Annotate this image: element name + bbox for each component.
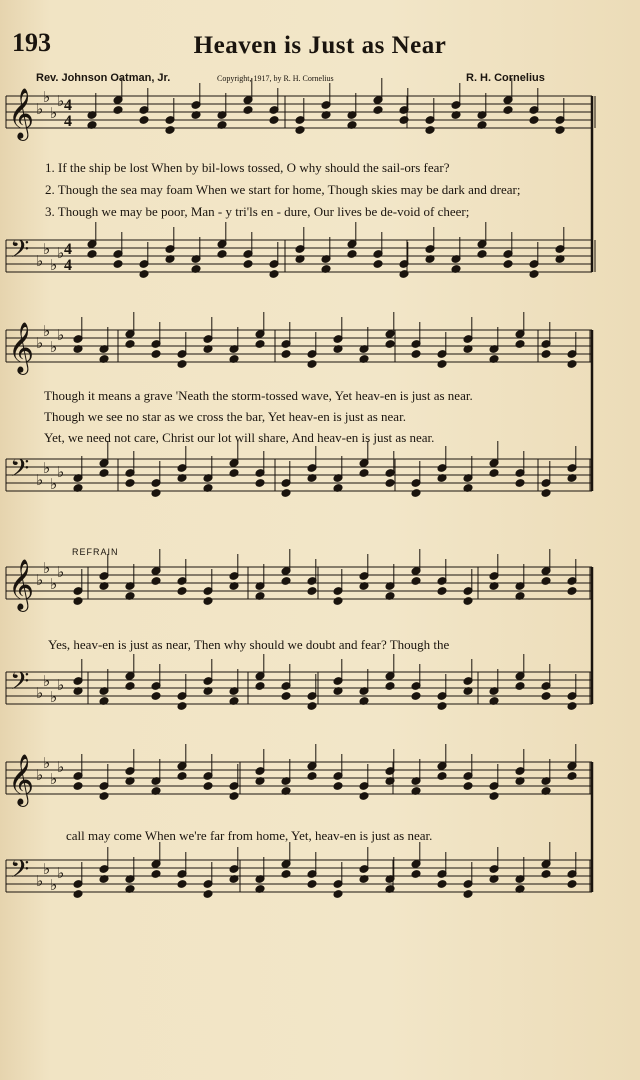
bass-clef-icon: 𝄢: [10, 454, 30, 489]
flat-icon: ♭: [43, 754, 51, 772]
bass-clef-icon: 𝄢: [10, 855, 30, 890]
flat-icon: ♭: [36, 872, 44, 890]
flat-icon: ♭: [43, 88, 51, 106]
flat-icon: ♭: [57, 676, 65, 694]
flat-icon: ♭: [50, 770, 58, 788]
composer-credit: R. H. Cornelius: [466, 72, 545, 84]
flat-icon: ♭: [50, 876, 58, 894]
flat-icon: ♭: [57, 758, 65, 776]
refrain-label: REFRAIN: [72, 547, 119, 557]
bass-clef-icon: 𝄢: [10, 235, 30, 270]
flat-icon: ♭: [50, 104, 58, 122]
verse-1-line-2: Though it means a grave 'Neath the storm-tossed wave, Yet heav-en is just as near.: [44, 388, 473, 403]
flat-icon: ♭: [43, 559, 51, 577]
time-signature: 4: [64, 241, 72, 258]
flat-icon: ♭: [57, 463, 65, 481]
flat-icon: ♭: [50, 338, 58, 356]
flat-icon: ♭: [57, 864, 65, 882]
verse-3-line-1: 3. Though we may be poor, Man - y tri'ls en - dure, Our lives be de-void of cheer;: [45, 204, 470, 219]
flat-icon: ♭: [43, 322, 51, 340]
flat-icon: ♭: [57, 244, 65, 262]
flat-icon: ♭: [36, 252, 44, 270]
flat-icon: ♭: [57, 326, 65, 344]
verse-1-line-1: 1. If the ship be lost When by bil-lows tossed, O why should the sail-ors fear?: [45, 160, 450, 175]
verse-2-line-1: 2. Though the sea may foam When we start for home, Though skies may be dark and drear;: [45, 182, 521, 197]
flat-icon: ♭: [36, 100, 44, 118]
refrain-line-2: call may come When we're far from home, Yet, heav-en is just as near.: [66, 828, 433, 843]
flat-icon: ♭: [36, 571, 44, 589]
hymn-title: Heaven is Just as Near: [193, 32, 447, 59]
flat-icon: ♭: [50, 575, 58, 593]
refrain-line-1: Yes, heav-en is just as near, Then why should we doubt and fear? Though the: [48, 637, 450, 652]
flat-icon: ♭: [57, 92, 65, 110]
time-signature: 4: [64, 97, 72, 114]
flat-icon: ♭: [43, 459, 51, 477]
author-credit: Rev. Johnson Oatman, Jr.: [36, 72, 171, 84]
flat-icon: ♭: [36, 684, 44, 702]
hymn-number: 193: [12, 28, 51, 57]
treble-clef-icon: 𝄞: [8, 559, 35, 610]
treble-clef-icon: 𝄞: [8, 754, 35, 805]
flat-icon: ♭: [50, 256, 58, 274]
flat-icon: ♭: [36, 766, 44, 784]
bass-clef-icon: 𝄢: [10, 667, 30, 702]
treble-clef-icon: 𝄞: [8, 88, 35, 139]
verse-2-line-2: Though we see no star as we cross the bar, Yet heav-en is just as near.: [44, 409, 406, 424]
flat-icon: ♭: [50, 688, 58, 706]
flat-icon: ♭: [36, 471, 44, 489]
flat-icon: ♭: [43, 240, 51, 258]
flat-icon: ♭: [43, 672, 51, 690]
time-signature: 4: [64, 257, 72, 274]
flat-icon: ♭: [50, 475, 58, 493]
flat-icon: ♭: [36, 334, 44, 352]
flat-icon: ♭: [57, 563, 65, 581]
treble-clef-icon: 𝄞: [8, 322, 35, 373]
verse-3-line-2: Yet, we need not care, Christ our lot will share, And heav-en is just as near.: [44, 430, 435, 445]
time-signature: 4: [64, 113, 72, 130]
flat-icon: ♭: [43, 860, 51, 878]
copyright-notice: Copyright, 1917, by R. H. Cornelius: [217, 74, 334, 83]
